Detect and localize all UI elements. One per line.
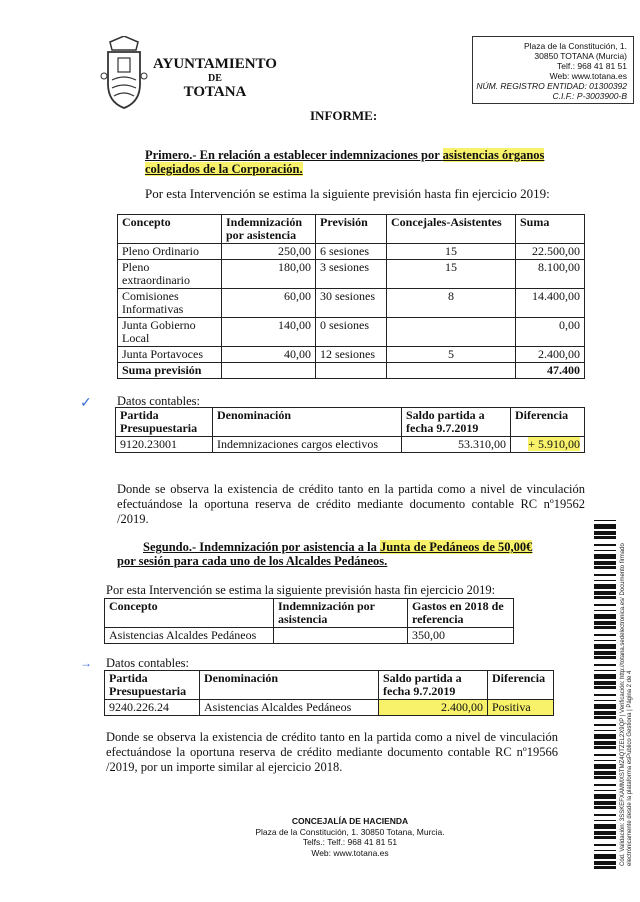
table-header: Indemnización por asistencia [222,215,316,244]
cell-denominacion: Indemnizaciones cargos electivos [213,437,402,453]
empty-cell [222,363,316,379]
section1-table [117,214,585,379]
org-line3: TOTANA [183,84,247,100]
cell-prev: 12 sesiones [316,347,387,363]
cell-suma: 2.400,00 [516,347,585,363]
section1-datos-table [115,407,585,453]
cell-diferencia: Positiva [488,700,554,716]
table-header: Concepto [105,599,274,628]
org-line2: DE [208,73,222,84]
cell-indem: 180,00 [222,260,316,289]
org-name [150,56,280,101]
arrow-mark-icon: → [80,656,92,670]
cell-partida: 9120.23001 [116,437,213,453]
section2-table [104,598,514,644]
page-title: INFORME: [310,108,378,123]
table-row [118,244,585,260]
datos-row [116,437,585,453]
section2-heading-c: por sesión para cada uno de los Alcaldes Pedáneos. [117,554,388,568]
cell-diferencia [511,437,585,453]
cell-indem: 250,00 [222,244,316,260]
city-line: 30850 TOTANA (Murcia) [534,51,627,61]
datos-header: Saldo partida a fecha 9.7.2019 [402,408,511,437]
address-line: Plaza de la Constitución, 1. [523,41,627,51]
cell-denominacion: Asistencias Alcaldes Pedáneos [200,700,379,716]
table-header-row [118,215,585,244]
empty-cell [387,363,516,379]
footer-phone: Telfs.: Telf.: 968 41 81 51 [302,837,398,847]
datos-header: Diferencia [488,671,554,700]
section2-intro: Por esta Intervención se estima la siguiente previsión hasta fin ejercicio 2019: [106,583,496,597]
cell-indem: 40,00 [222,347,316,363]
table-header: Suma [516,215,585,244]
web-line: Web: www.totana.es [549,71,627,81]
cell-prev: 0 sesiones [316,318,387,347]
table-header: Concepto [118,215,222,244]
table-row [118,289,585,318]
section1-heading-b: asistencias órganos colegiados de la Corporación. [145,148,545,176]
org-line1: AYUNTAMIENTO [153,56,277,72]
footer [250,816,450,858]
table-row [118,347,585,363]
cell-gastos: 350,00 [408,628,514,644]
cell-partida: 9240.226.24 [105,700,200,716]
section1-heading-a: Primero.- En relación a establecer indemnizaciones por [145,148,443,162]
datos-row [105,700,554,716]
cell-conc: 15 [387,244,516,260]
cell-suma: 22.500,00 [516,244,585,260]
section2-datos-label: Datos contables: [106,656,189,670]
table-header: Indemnización por asistencia [274,599,408,628]
address-box [472,36,634,104]
validation-side-text [620,526,634,866]
cell-indem: 140,00 [222,318,316,347]
table-header-row [105,599,514,628]
table-header: Gastos en 2018 de referencia [408,599,514,628]
section2-heading-b: Junta de Pedáneos de 50,00€ [379,540,533,554]
datos-header-row [116,408,585,437]
cell-indem [274,628,408,644]
datos-header: Denominación [213,408,402,437]
check-mark-icon: ✓ [80,396,92,411]
section1-datos-label: Datos contables: [117,394,200,408]
cif-line: C.I.F.: P-3003900-B [552,91,627,101]
section2-heading-a: Segundo.- Indemnización por asistencia a la [143,540,380,554]
cell-prev: 6 sesiones [316,244,387,260]
cell-prev: 3 sesiones [316,260,387,289]
cell-suma: 14.400,00 [516,289,585,318]
footer-web: Web: www.totana.es [311,847,389,858]
phone-line: Telf.: 968 41 81 51 [557,61,627,71]
validation-text: Cód. Validación: 3SSKEFXAMMXSTMZ4QTZEL2X9QP | Verificación: http://totana.sedelectronica.es/ Documento firmado electrónicamente desde la plataforma esPublico Gestiona | Página 2 de 4 [620,543,633,866]
municipal-crest-icon [100,36,148,110]
empty-cell [316,363,387,379]
cell-concepto: Comisiones Informativas [118,289,222,318]
datos-header: Denominación [200,671,379,700]
table-row [118,318,585,347]
cell-concepto: Junta Portavoces [118,347,222,363]
section2-heading [117,540,557,568]
table-row [118,260,585,289]
datos-header: Diferencia [511,408,585,437]
cell-concepto: Pleno Ordinario [118,244,222,260]
table-row [105,628,514,644]
section1-note: Donde se observa la existencia de crédito tanto en la partida como a nivel de vinculación efectuándose la oportuna reserva de crédito mediante documento contable RC nº19562 /2019. [117,482,585,526]
footer-dept: CONCEJALÍA DE HACIENDA [291,816,409,826]
registry-line: NÚM. REGISTRO ENTIDAD: 01300392 [476,81,627,91]
cell-suma: 0,00 [516,318,585,347]
barcode-icon [594,520,616,870]
table-total-row [118,363,585,379]
cell-saldo: 2.400,00 [379,700,488,716]
datos-header: Partida Presupuestaria [116,408,213,437]
datos-header-row [105,671,554,700]
cell-suma: 8.100,00 [516,260,585,289]
total-value: 47.400 [516,363,585,379]
table-header: Concejales-Asistentes [387,215,516,244]
cell-conc [387,318,516,347]
cell-indem: 60,00 [222,289,316,318]
section1-heading [145,148,555,176]
datos-header: Saldo partida a fecha 9.7.2019 [379,671,488,700]
datos-header: Partida Presupuestaria [105,671,200,700]
cell-prev: 30 sesiones [316,289,387,318]
table-header: Previsión [316,215,387,244]
cell-saldo: 53.310,00 [402,437,511,453]
cell-concepto: Pleno extraordinario [118,260,222,289]
cell-conc: 5 [387,347,516,363]
footer-address: Plaza de la Constitución, 1. 30850 Totana, Murcia. [255,826,445,837]
section2-datos-table [104,670,554,716]
section1-intro: Por esta Intervención se estima la siguiente previsión hasta fin ejercicio 2019: [145,186,550,201]
section2-note: Donde se observa la existencia de crédito tanto en la partida como a nivel de vinculación efectuándose la oportuna reserva de crédito mediante documento contable RC nº19566 /2019, por un importe similar al ejercicio 2018. [106,730,558,774]
cell-concepto: Asistencias Alcaldes Pedáneos [105,628,274,644]
total-label: Suma previsión [118,363,222,379]
diferencia-value: + 5.910,00 [528,437,580,451]
cell-conc: 15 [387,260,516,289]
cell-conc: 8 [387,289,516,318]
cell-concepto: Junta Gobierno Local [118,318,222,347]
